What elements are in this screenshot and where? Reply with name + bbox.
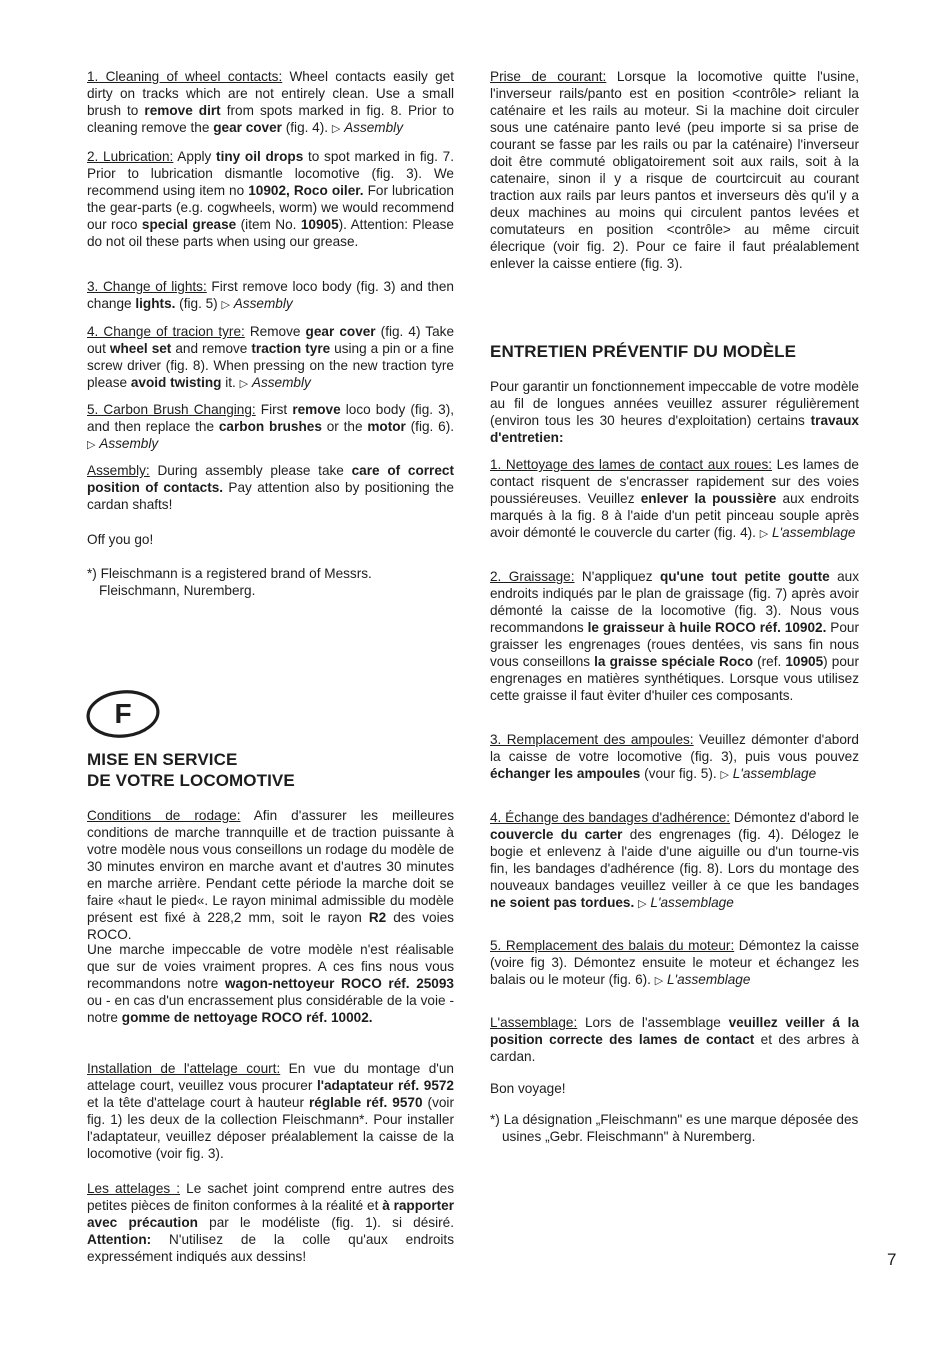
brush-title: 5. Carbon Brush Changing:: [87, 402, 256, 417]
arrow-right-icon: ▷: [331, 123, 341, 135]
lights-paragraph: 3. Change of lights: First remove loco body (fig. 3) and then change lights. (fig. 5) ▷ Assembly: [87, 279, 454, 311]
bon-voyage: Bon voyage!: [490, 1081, 566, 1096]
bandages-title: 4. Échange des bandages d'adhérence:: [490, 810, 731, 825]
attelage-court-paragraph: Installation de l'attelage court: En vue du montage d'un attelage court, veuillez vous procurer l'adaptateur réf. 9572 et la tête d'attelage court à hauteur réglable réf. 9570 (voir fig. 1) les deux de la collection Fleischmann*. Pour installer l'adaptateur, veuillez déposer préalablement la caisse de la locomotive (voir fig. 3).: [87, 1061, 454, 1161]
lubrication-title: 2. Lubrication:: [87, 149, 174, 164]
maintenance-intro: Pour garantir un fonctionnement impeccable de votre modèle au fil de longues années veuillez assurer régulièrement (environ tous les 30 heures d'exploitation) certains travaux d'entretien:: [490, 379, 859, 445]
prise-courant-title: Prise de courant:: [490, 69, 607, 84]
balais-paragraph: 5. Remplacement des balais du moteur: Démontez la caisse (voire fig 3). Démontez ensuite le moteur et échangez les balais ou le moteur (fig. 6). ▷ L'assemblage: [490, 938, 859, 987]
assemblage-title: L'assemblage:: [490, 1015, 578, 1030]
assembly-title: Assembly:: [87, 463, 150, 478]
arrow-right-icon: ▷: [759, 528, 769, 540]
logo-letter: F: [114, 698, 132, 729]
cleaning-paragraph: 1. Cleaning of wheel contacts: Wheel contacts easily get dirty on tracks which are not entirely clean. Use a small brush to remove dirt from spots marked in fig. 8. Prior to cleaning remove the gear cover (fig. 4). ▷ Assembly: [87, 69, 455, 135]
attelages-paragraph: Les attelages : Le sachet joint comprend entre autres des petites pièces de finiton conformes à la réalité et à rapporter avec précaution par le modéliste (fig. 1). si désiré. Attention: N'utilisez de la colle qu'aux endroits expressément indiqués aux dessins!: [87, 1181, 455, 1264]
tyre-title: 4. Change of tracion tyre:: [87, 324, 245, 339]
arrow-right-icon: ▷: [654, 975, 664, 987]
graissage-title: 2. Graissage:: [490, 569, 575, 584]
attelage-court-title: Installation de l'attelage court:: [87, 1061, 281, 1076]
balais-title: 5. Remplacement des balais du moteur:: [490, 938, 735, 953]
nettoyage-paragraph: 1. Nettoyage des lames de contact aux roues: Les lames de contact risquent de s'encrasser rapidement sur des voies poussiéreuses. Veuillez enlever la poussière aux endroits marqués à la fig. 8 à l'aide d'un petit pinceau souple après avoir démonté le couvercle du carter (fig. 4). ▷ L'assemblage: [490, 457, 859, 540]
cleaning-title: 1. Cleaning of wheel contacts:: [87, 69, 283, 84]
brush-paragraph: 5. Carbon Brush Changing: First remove loco body (fig. 3), and then replace the carbon brushes or the motor (fig. 6). ▷ Assembly: [87, 402, 454, 451]
arrow-right-icon: ▷: [221, 299, 230, 311]
page-number: 7: [887, 1250, 897, 1269]
arrow-right-icon: ▷: [87, 439, 96, 451]
prise-courant-paragraph: Prise de courant: Lorsque la locomotive quitte l'usine, l'inverseur rails/panto est en position <contrôle> reliant la caténaire et les rails au moteur. Si la machine doit circuler sous une caténaire panto levé (peu importe si sa prise de courant se fasse par les rails ou par la caténaire) l'inverseur doit être commuté obligatoirement soit aux rails, soit à la catenaire, sinon il y a risque de courtcircuit au courant traction aux rails par leurs pantos et inverseurs dès qu'il y a deux machines au moins qui circulent pantos levées et comutateurs en position <contrôle> au même circuit élecrique (voir fig. 2). Pour ce faire il faut préalablement enlever la caisse entiere (fig. 3).: [490, 69, 859, 271]
graissage-paragraph: 2. Graissage: N'appliquez qu'une tout petite goutte aux endroits indiqués par le plan de graissage (fig. 7) après avoir démonté la caisse de la locomotive (fig. 3). Nous vous recommandons le graisseur à huile ROCO réf. 10902. Pour graisser les engrenages (roues dentées, vis sans fin nous vous conseillons la graisse spéciale Roco (ref. 10905) pour engrenages en matières synthétiques. Lorsque vous utilisez cette graisse il faut èviter d'huiler ces composants.: [490, 569, 860, 703]
french-language-logo: [85, 688, 165, 740]
assembly-paragraph: Assembly: During assembly please take care of correct position of contacts. Pay attention also by positioning the cardan shafts!: [87, 463, 454, 512]
arrow-right-icon: ▷: [720, 769, 729, 781]
arrow-right-icon: ▷: [239, 378, 249, 390]
assemblage-paragraph: L'assemblage: Lors de l'assemblage veuillez veiller á la position correcte des lames de contact et des arbres à cardan.: [490, 1015, 860, 1064]
lubrication-paragraph: 2. Lubrication: Apply tiny oil drops to spot marked in fig. 7. Prior to lubrication dismantle locomotive (fig. 3). We recommend using item no 10902, Roco oiler. For lubrication the gear-parts (e.g. cogwheels, worm) we would recommend our roco special grease (item No. 10905). Attention: Please do not oil these parts when using our grease.: [87, 149, 455, 249]
french-heading-line2: DE VOTRE LOCOMOTIVE: [87, 771, 295, 790]
rodage-title: Conditions de rodage:: [87, 808, 241, 823]
maintenance-heading: ENTRETIEN PRÉVENTIF DU MODÈLE: [490, 342, 797, 361]
attelages-title: Les attelages :: [87, 1181, 181, 1196]
cleaning-recommendation-paragraph: Une marche impeccable de votre modèle n'est réalisable que sur de voies vraiment propres. A ces fins nous vous recommandons notre wagon-nettoyeur ROCO réf. 25093 ou - en cas d'un encrassement plus considérable de la voie - notre gomme de nettoyage ROCO réf. 10002.: [87, 942, 454, 1025]
rodage-paragraph: Conditions de rodage: Afin d'assurer les meilleures conditions de marche trannquille et de traction puissante à votre modèle nous vous conseillons un rodage du modèle de 30 minutes environ en marche avant et d'autres 30 minutes en marche arrière. Pendant cette période la marche doit se faire «haut le pied«. Le rayon minimal admissible du modèle présent est fixé à 228,2 mm, soit le rayon R2 des voies ROCO.: [87, 808, 455, 942]
lights-title: 3. Change of lights:: [87, 279, 207, 294]
french-footnote: *) La désignation „Fleischmann" es une marque déposée des usines „Gebr. Fleischmann" à Nuremberg.: [490, 1112, 859, 1144]
off-you-go: Off you go!: [87, 532, 154, 547]
french-heading-line1: MISE EN SERVICE: [87, 750, 238, 769]
english-footnote: *) Fleischmann is a registered brand of Messrs. Fleischmann, Nuremberg.: [87, 566, 372, 598]
nettoyage-title: 1. Nettoyage des lames de contact aux roues:: [490, 457, 773, 472]
arrow-right-icon: ▷: [638, 898, 647, 910]
bandages-paragraph: 4. Échange des bandages d'adhérence: Démontez d'abord le couvercle du carter des engrenages (fig. 4). Délogez le bogie et enlevenz à l'aide d'une aiguille ou d'un tourne-vis fin, les bandages d'adhérence (fig. 8). Lors du montage des nouveaux bandages veuillez veiller à ce que les bandages ne soient pas tordues. ▷ L'assemblage: [490, 810, 860, 910]
ampoules-paragraph: 3. Remplacement des ampoules: Veuillez démonter d'abord la caisse de votre locomotive (fig. 3), puis vous pouvez échanger les ampoules (vour fig. 5). ▷ L'assemblage: [490, 732, 859, 781]
tyre-paragraph: 4. Change of tracion tyre: Remove gear cover (fig. 4) Take out wheel set and remove traction tyre using a pin or a fine screw driver (fig. 8). When pressing on the new traction tyre please avoid twisting it. ▷ Assembly: [87, 324, 455, 390]
ampoules-title: 3. Remplacement des ampoules:: [490, 732, 694, 747]
